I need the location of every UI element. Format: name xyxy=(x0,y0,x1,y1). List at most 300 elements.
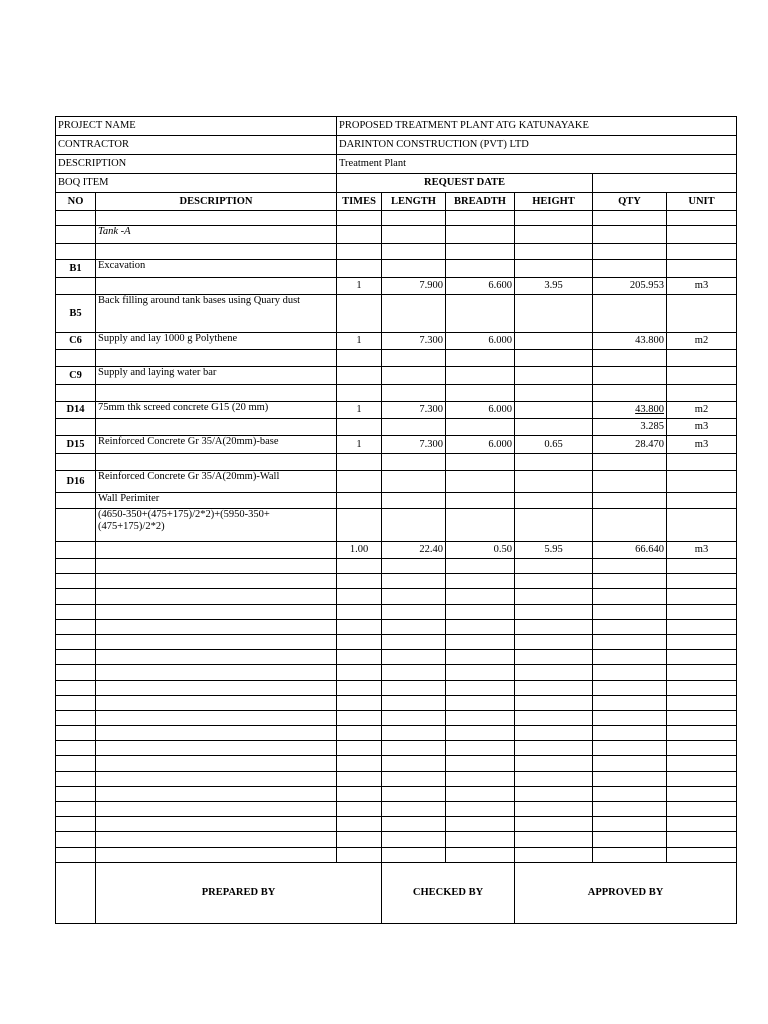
item-length-cell: 7.300 xyxy=(382,402,446,419)
item-description-cell xyxy=(96,542,337,559)
item-description-cell: Reinforced Concrete Gr 35/A(20mm)-Wall xyxy=(96,471,337,493)
empty-cell xyxy=(337,726,382,741)
column-header-row xyxy=(56,193,737,211)
signature-blank-cell xyxy=(56,862,96,923)
empty-cell xyxy=(515,574,593,589)
item-height-cell xyxy=(515,226,593,244)
item-unit-cell xyxy=(667,367,737,385)
item-breadth-cell xyxy=(446,211,515,226)
item-height-cell: 3.95 xyxy=(515,278,593,295)
empty-cell xyxy=(593,559,667,574)
empty-cell xyxy=(96,771,337,786)
item-height-cell xyxy=(515,493,593,509)
empty-cell xyxy=(337,680,382,695)
empty-cell xyxy=(337,650,382,665)
item-description-cell: Supply and laying water bar xyxy=(96,367,337,385)
item-qty-cell: 43.800 xyxy=(593,333,667,350)
checked-by-cell: CHECKED BY xyxy=(382,862,515,923)
item-length-cell xyxy=(382,509,446,542)
empty-cell xyxy=(446,619,515,634)
description-value: Treatment Plant xyxy=(337,155,737,174)
empty-cell xyxy=(382,619,446,634)
empty-cell xyxy=(56,832,96,847)
item-description-cell: Supply and lay 1000 g Polythene xyxy=(96,333,337,350)
empty-cell xyxy=(56,574,96,589)
empty-cell xyxy=(56,604,96,619)
item-breadth-cell xyxy=(446,419,515,436)
empty-row xyxy=(56,786,737,801)
approved-by-cell: APPROVED BY xyxy=(515,862,737,923)
empty-row xyxy=(56,665,737,680)
item-height-cell: 5.95 xyxy=(515,542,593,559)
item-no-cell xyxy=(56,509,96,542)
empty-cell xyxy=(593,634,667,649)
empty-row xyxy=(56,604,737,619)
item-description-cell: Wall Perimiter xyxy=(96,493,337,509)
col-qty-header: QTY xyxy=(593,193,667,211)
contractor-row xyxy=(56,136,737,155)
item-times-cell xyxy=(337,295,382,333)
empty-cell xyxy=(515,771,593,786)
empty-cell xyxy=(56,726,96,741)
empty-cell xyxy=(515,665,593,680)
item-no-cell xyxy=(56,493,96,509)
empty-cell xyxy=(96,756,337,771)
empty-cell xyxy=(515,634,593,649)
empty-cell xyxy=(337,604,382,619)
empty-cell xyxy=(337,634,382,649)
empty-cell xyxy=(382,726,446,741)
empty-cell xyxy=(382,771,446,786)
table-row xyxy=(56,295,737,333)
empty-cell xyxy=(446,559,515,574)
item-height-cell xyxy=(515,471,593,493)
request-date-label: REQUEST DATE xyxy=(337,174,593,193)
empty-cell xyxy=(515,650,593,665)
empty-cell xyxy=(382,710,446,725)
item-breadth-cell: 6.000 xyxy=(446,333,515,350)
item-breadth-cell xyxy=(446,493,515,509)
contractor-label: CONTRACTOR xyxy=(56,136,337,155)
item-height-cell: 0.65 xyxy=(515,436,593,454)
empty-cell xyxy=(56,847,96,862)
empty-cell xyxy=(593,741,667,756)
empty-cell xyxy=(337,832,382,847)
item-unit-cell xyxy=(667,471,737,493)
item-breadth-cell: 6.000 xyxy=(446,436,515,454)
empty-cell xyxy=(96,559,337,574)
item-length-cell: 7.300 xyxy=(382,436,446,454)
empty-cell xyxy=(382,695,446,710)
empty-cell xyxy=(96,680,337,695)
empty-row xyxy=(56,619,737,634)
empty-cell xyxy=(593,574,667,589)
item-breadth-cell xyxy=(446,454,515,471)
item-breadth-cell xyxy=(446,226,515,244)
item-height-cell xyxy=(515,367,593,385)
item-times-cell xyxy=(337,211,382,226)
table-row xyxy=(56,333,737,350)
table-row xyxy=(56,367,737,385)
item-height-cell xyxy=(515,419,593,436)
item-no-cell xyxy=(56,278,96,295)
item-no-cell: B1 xyxy=(56,260,96,278)
item-qty-cell xyxy=(593,493,667,509)
empty-row xyxy=(56,741,737,756)
empty-cell xyxy=(446,756,515,771)
empty-cell xyxy=(515,559,593,574)
empty-cell xyxy=(382,650,446,665)
item-height-cell xyxy=(515,260,593,278)
empty-cell xyxy=(446,574,515,589)
item-length-cell xyxy=(382,211,446,226)
table-row xyxy=(56,542,737,559)
empty-cell xyxy=(96,741,337,756)
empty-cell xyxy=(382,634,446,649)
empty-cell xyxy=(56,695,96,710)
col-description-header: DESCRIPTION xyxy=(96,193,337,211)
item-description-cell: Reinforced Concrete Gr 35/A(20mm)-base xyxy=(96,436,337,454)
empty-row xyxy=(56,802,737,817)
empty-cell xyxy=(446,847,515,862)
item-unit-cell xyxy=(667,509,737,542)
empty-cell xyxy=(515,786,593,801)
empty-cell xyxy=(56,619,96,634)
item-times-cell xyxy=(337,454,382,471)
item-qty-cell xyxy=(593,471,667,493)
item-description-cell xyxy=(96,278,337,295)
project-value: PROPOSED TREATMENT PLANT ATG KATUNAYAKE xyxy=(337,117,737,136)
empty-row xyxy=(56,771,737,786)
item-qty-cell xyxy=(593,350,667,367)
empty-cell xyxy=(593,680,667,695)
item-length-cell: 7.900 xyxy=(382,278,446,295)
item-no-cell: B5 xyxy=(56,295,96,333)
empty-cell xyxy=(56,802,96,817)
empty-cell xyxy=(593,665,667,680)
item-times-cell xyxy=(337,350,382,367)
empty-cell xyxy=(667,726,737,741)
item-breadth-cell xyxy=(446,244,515,260)
empty-cell xyxy=(382,741,446,756)
empty-cell xyxy=(382,589,446,604)
empty-cell xyxy=(446,695,515,710)
empty-cell xyxy=(96,802,337,817)
item-times-cell xyxy=(337,509,382,542)
item-length-cell xyxy=(382,454,446,471)
empty-cell xyxy=(96,604,337,619)
item-breadth-cell xyxy=(446,350,515,367)
item-breadth-cell xyxy=(446,367,515,385)
empty-cell xyxy=(56,665,96,680)
item-breadth-cell xyxy=(446,509,515,542)
empty-cell xyxy=(667,771,737,786)
item-qty-cell xyxy=(593,454,667,471)
empty-cell xyxy=(96,786,337,801)
item-height-cell xyxy=(515,295,593,333)
boq-label: BOQ ITEM xyxy=(56,174,337,193)
empty-cell xyxy=(56,771,96,786)
empty-cell xyxy=(96,832,337,847)
item-length-cell xyxy=(382,350,446,367)
item-unit-cell xyxy=(667,493,737,509)
project-row xyxy=(56,117,737,136)
empty-cell xyxy=(667,680,737,695)
empty-cell xyxy=(446,786,515,801)
item-length-cell xyxy=(382,260,446,278)
contractor-value: DARINTON CONSTRUCTION (PVT) LTD xyxy=(337,136,737,155)
project-label: PROJECT NAME xyxy=(56,117,337,136)
item-qty-cell xyxy=(593,260,667,278)
empty-cell xyxy=(56,680,96,695)
item-breadth-cell xyxy=(446,471,515,493)
empty-cell xyxy=(337,665,382,680)
empty-cell xyxy=(382,817,446,832)
item-breadth-cell xyxy=(446,295,515,333)
table-row xyxy=(56,350,737,367)
table-row xyxy=(56,402,737,419)
item-unit-cell xyxy=(667,211,737,226)
item-description-cell xyxy=(96,419,337,436)
item-qty-cell: 3.285 xyxy=(593,419,667,436)
item-no-cell xyxy=(56,454,96,471)
table-row xyxy=(56,244,737,260)
empty-cell xyxy=(515,589,593,604)
empty-cell xyxy=(446,741,515,756)
item-breadth-cell: 0.50 xyxy=(446,542,515,559)
col-times-header: TIMES xyxy=(337,193,382,211)
empty-cell xyxy=(56,559,96,574)
empty-cell xyxy=(446,832,515,847)
empty-cell xyxy=(593,650,667,665)
col-length-header: LENGTH xyxy=(382,193,446,211)
item-length-cell xyxy=(382,385,446,402)
empty-cell xyxy=(96,695,337,710)
table-row xyxy=(56,260,737,278)
empty-cell xyxy=(667,710,737,725)
empty-cell xyxy=(667,559,737,574)
empty-cell xyxy=(593,756,667,771)
table-row xyxy=(56,419,737,436)
empty-cell xyxy=(382,786,446,801)
empty-cell xyxy=(337,695,382,710)
empty-cell xyxy=(667,741,737,756)
item-no-cell: D16 xyxy=(56,471,96,493)
empty-cell xyxy=(515,817,593,832)
empty-row xyxy=(56,847,737,862)
empty-row xyxy=(56,726,737,741)
item-no-cell xyxy=(56,419,96,436)
empty-cell xyxy=(96,574,337,589)
item-description-cell: 75mm thk screed concrete G15 (20 mm) xyxy=(96,402,337,419)
item-unit-cell: m3 xyxy=(667,278,737,295)
item-length-cell xyxy=(382,471,446,493)
empty-cell xyxy=(56,710,96,725)
empty-row xyxy=(56,650,737,665)
signature-row xyxy=(56,862,737,923)
empty-cell xyxy=(593,847,667,862)
empty-cell xyxy=(667,650,737,665)
empty-cell xyxy=(593,710,667,725)
item-height-cell xyxy=(515,244,593,260)
item-times-cell: 1 xyxy=(337,436,382,454)
boq-row xyxy=(56,174,737,193)
empty-row xyxy=(56,574,737,589)
empty-row xyxy=(56,710,737,725)
empty-cell xyxy=(593,619,667,634)
empty-cell xyxy=(446,771,515,786)
item-length-cell xyxy=(382,244,446,260)
item-times-cell: 1 xyxy=(337,402,382,419)
empty-cell xyxy=(515,680,593,695)
item-unit-cell xyxy=(667,244,737,260)
empty-cell xyxy=(56,786,96,801)
empty-cell xyxy=(446,589,515,604)
empty-cell xyxy=(56,634,96,649)
item-times-cell xyxy=(337,493,382,509)
empty-cell xyxy=(593,802,667,817)
item-qty-cell xyxy=(593,367,667,385)
empty-row xyxy=(56,559,737,574)
empty-cell xyxy=(515,710,593,725)
table-row xyxy=(56,471,737,493)
empty-cell xyxy=(337,710,382,725)
empty-cell xyxy=(382,847,446,862)
item-description-cell xyxy=(96,244,337,260)
table-row xyxy=(56,436,737,454)
item-qty-cell: 66.640 xyxy=(593,542,667,559)
item-unit-cell: m2 xyxy=(667,333,737,350)
empty-cell xyxy=(337,619,382,634)
item-height-cell xyxy=(515,402,593,419)
empty-cell xyxy=(515,741,593,756)
empty-cell xyxy=(667,847,737,862)
empty-row xyxy=(56,695,737,710)
item-qty-cell: 28.470 xyxy=(593,436,667,454)
empty-cell xyxy=(96,817,337,832)
item-no-cell xyxy=(56,226,96,244)
empty-cell xyxy=(593,771,667,786)
empty-cell xyxy=(515,695,593,710)
item-unit-cell: m3 xyxy=(667,436,737,454)
item-qty-cell xyxy=(593,244,667,260)
item-description-cell: (4650-350+(475+175)/2*2)+(5950-350+(475+175)/2*2) xyxy=(96,509,337,542)
item-no-cell xyxy=(56,385,96,402)
description-label: DESCRIPTION xyxy=(56,155,337,174)
item-unit-cell: m3 xyxy=(667,419,737,436)
item-qty-cell xyxy=(593,211,667,226)
item-length-cell xyxy=(382,419,446,436)
empty-cell xyxy=(446,680,515,695)
item-length-cell xyxy=(382,295,446,333)
empty-cell xyxy=(96,726,337,741)
item-unit-cell xyxy=(667,295,737,333)
empty-cell xyxy=(382,574,446,589)
item-length-cell xyxy=(382,493,446,509)
empty-cell xyxy=(515,604,593,619)
item-height-cell xyxy=(515,333,593,350)
request-date-value xyxy=(593,174,737,193)
empty-cell xyxy=(446,604,515,619)
table-row xyxy=(56,278,737,295)
empty-row xyxy=(56,634,737,649)
table-row xyxy=(56,454,737,471)
empty-cell xyxy=(337,817,382,832)
item-length-cell xyxy=(382,226,446,244)
item-qty-cell xyxy=(593,295,667,333)
item-times-cell: 1 xyxy=(337,278,382,295)
item-description-cell xyxy=(96,385,337,402)
item-length-cell xyxy=(382,367,446,385)
item-no-cell xyxy=(56,542,96,559)
item-description-cell xyxy=(96,454,337,471)
empty-cell xyxy=(56,650,96,665)
empty-cell xyxy=(515,726,593,741)
item-length-cell: 7.300 xyxy=(382,333,446,350)
empty-cell xyxy=(667,665,737,680)
item-length-cell: 22.40 xyxy=(382,542,446,559)
item-times-cell xyxy=(337,471,382,493)
item-unit-cell xyxy=(667,454,737,471)
empty-cell xyxy=(96,650,337,665)
item-description-cell xyxy=(96,350,337,367)
empty-cell xyxy=(337,559,382,574)
empty-cell xyxy=(96,710,337,725)
empty-cell xyxy=(382,756,446,771)
item-unit-cell: m3 xyxy=(667,542,737,559)
empty-cell xyxy=(593,726,667,741)
empty-cell xyxy=(667,604,737,619)
empty-cell xyxy=(515,756,593,771)
item-times-cell xyxy=(337,260,382,278)
item-height-cell xyxy=(515,350,593,367)
empty-cell xyxy=(515,832,593,847)
table-row xyxy=(56,226,737,244)
table-row xyxy=(56,211,737,226)
item-height-cell xyxy=(515,454,593,471)
item-qty-cell: 205.953 xyxy=(593,278,667,295)
empty-cell xyxy=(446,665,515,680)
item-times-cell xyxy=(337,226,382,244)
col-height-header: HEIGHT xyxy=(515,193,593,211)
empty-cell xyxy=(446,817,515,832)
item-no-cell xyxy=(56,211,96,226)
empty-cell xyxy=(446,710,515,725)
item-times-cell: 1 xyxy=(337,333,382,350)
empty-cell xyxy=(667,817,737,832)
empty-cell xyxy=(337,771,382,786)
empty-cell xyxy=(96,665,337,680)
item-qty-cell xyxy=(593,509,667,542)
item-description-cell: Excavation xyxy=(96,260,337,278)
boq-sheet xyxy=(55,116,737,924)
col-breadth-header: BREADTH xyxy=(446,193,515,211)
item-no-cell: D14 xyxy=(56,402,96,419)
empty-cell xyxy=(667,695,737,710)
item-qty-cell xyxy=(593,226,667,244)
empty-cell xyxy=(337,802,382,817)
empty-cell xyxy=(446,634,515,649)
empty-row xyxy=(56,756,737,771)
empty-cell xyxy=(382,604,446,619)
col-unit-header: UNIT xyxy=(667,193,737,211)
empty-cell xyxy=(96,589,337,604)
empty-cell xyxy=(515,619,593,634)
empty-cell xyxy=(667,574,737,589)
item-no-cell xyxy=(56,244,96,260)
empty-cell xyxy=(667,634,737,649)
empty-cell xyxy=(96,847,337,862)
